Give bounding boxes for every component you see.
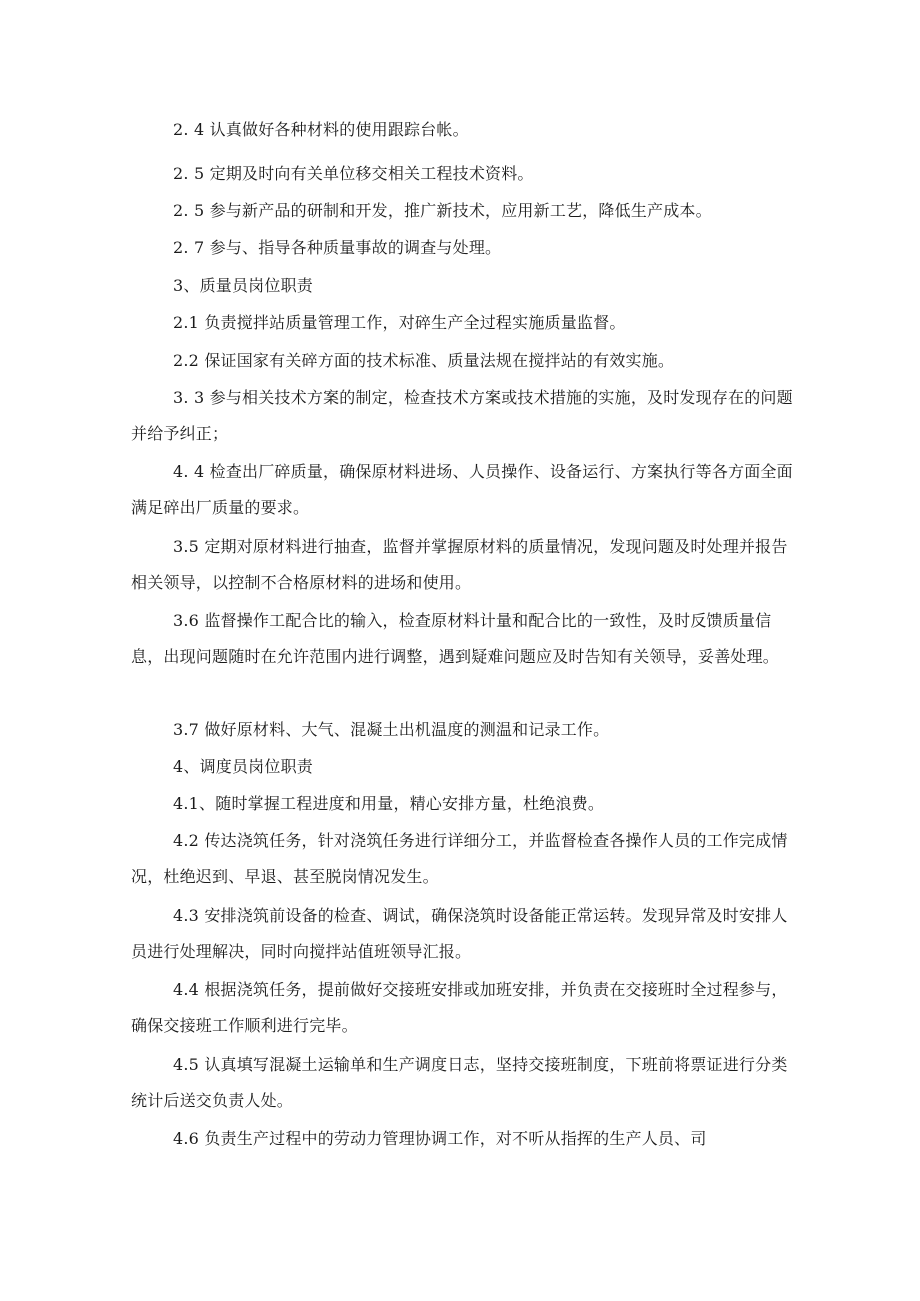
paragraph-d-4-1: 4.1、随时掌握工程进度和用量，精心安排方量，杜绝浪费。 (173, 794, 605, 813)
paragraph-d-4-2: 4.2 传达浇筑任务，针对浇筑任务进行详细分工，并监督检查各操作人员的工作完成情况，杜绝迟到、早退、甚至脱岗情况发生。 (131, 831, 788, 886)
section-heading-quality-inspector: 3、质量员岗位职责 (173, 276, 313, 295)
paragraph-2-5-a: 2. 5 定期及时向有关单位移交相关工程技术资料。 (173, 164, 534, 183)
paragraph-d-4-4: 4.4 根据浇筑任务，提前做好交接班安排或加班安排，并负责在交接班时全过程参与，确保交接班工作顺利进行完毕。 (131, 980, 788, 1035)
paragraph-q-3-5: 3.5 定期对原材料进行抽查，监督并掌握原材料的质量情况，发现问题及时处理并报告相关领导，以控制不合格原材料的进场和使用。 (131, 537, 788, 592)
paragraph-d-4-6: 4.6 负责生产过程中的劳动力管理协调工作，对不听从指挥的生产人员、司 (173, 1129, 707, 1148)
paragraph-d-4-5: 4.5 认真填写混凝土运输单和生产调度日志，坚持交接班制度，下班前将票证进行分类统计后送交负责人处。 (131, 1055, 788, 1110)
paragraph-d-4-3: 4.3 安排浇筑前设备的检查、调试，确保浇筑时设备能正常运转。发现异常及时安排人员进行处理解决，同时向搅拌站值班领导汇报。 (131, 906, 788, 961)
section-heading-dispatcher: 4、调度员岗位职责 (173, 757, 313, 776)
paragraph-q-3-6: 3.6 监督操作工配合比的输入，检查原材料计量和配合比的一致性，及时反馈质量信息，出现问题随时在允许范围内进行调整，遇到疑难问题应及时告知有关领导，妥善处理。 (131, 611, 780, 666)
paragraph-q-2-1: 2.1 负责搅拌站质量管理工作，对碎生产全过程实施质量监督。 (173, 313, 626, 332)
paragraph-2-7: 2. 7 参与、指导各种质量事故的调查与处理。 (173, 238, 502, 257)
paragraph-2-4: 2. 4 认真做好各种材料的使用跟踪台帐。 (173, 120, 469, 139)
paragraph-q-2-2: 2.2 保证国家有关碎方面的技术标准、质量法规在搅拌站的有效实施。 (173, 351, 675, 370)
paragraph-2-5-b: 2. 5 参与新产品的研制和开发，推广新技术，应用新工艺，降低生产成本。 (173, 201, 712, 220)
paragraph-q-3-3: 3. 3 参与相关技术方案的制定，检查技术方案或技术措施的实施，及时发现存在的问题并给予纠正； (131, 388, 793, 443)
paragraph-q-3-7: 3.7 做好原材料、大气、混凝土出机温度的测温和记录工作。 (173, 720, 610, 739)
paragraph-q-4-4: 4. 4 检查出厂碎质量，确保原材料进场、人员操作、设备运行、方案执行等各方面全面满足碎出厂质量的要求。 (131, 462, 793, 517)
